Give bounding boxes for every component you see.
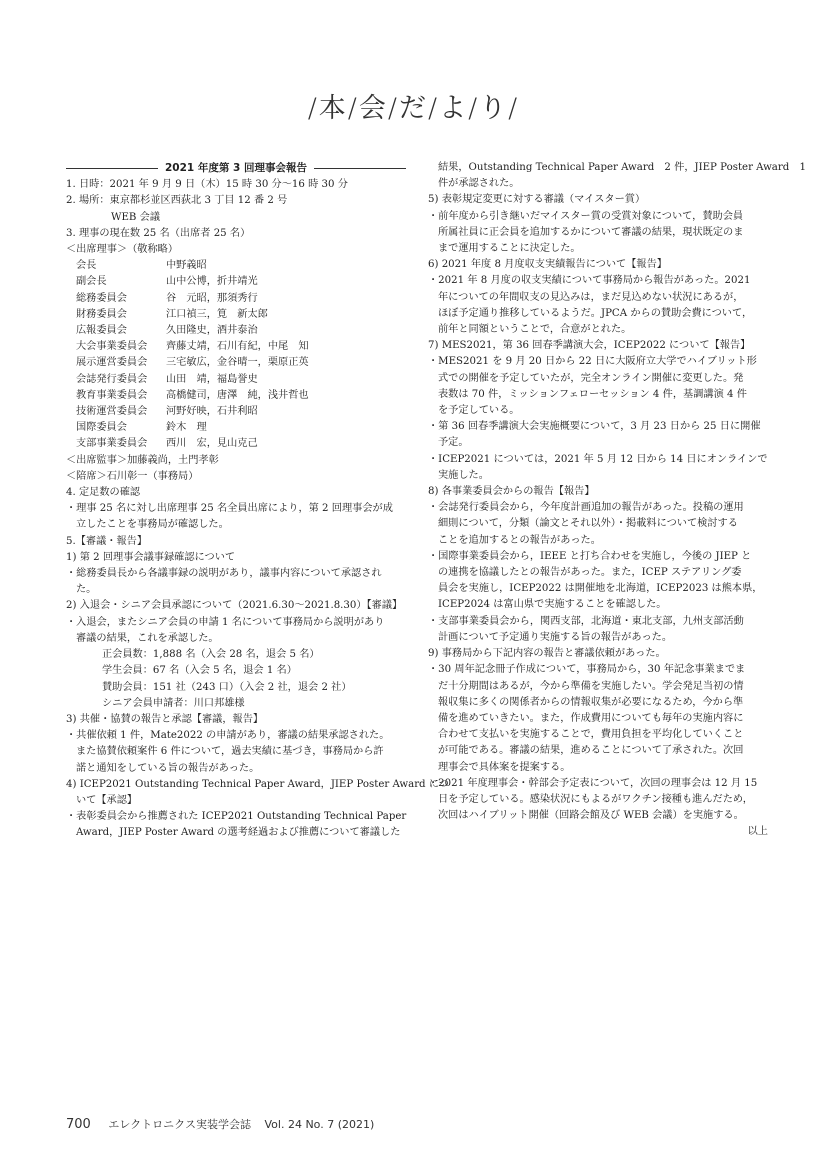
place-line: 2. 場所：東京都杉並区西荻北 3 丁目 12 番 2 号	[66, 195, 288, 207]
item6-text-cont: 前年と同額ということで，合意がとれた。	[438, 324, 632, 336]
date-line: 1. 日時：2021 年 9 月 9 日（木）15 時 30 分〜16 時 30 分	[66, 179, 348, 191]
senior-applicant-line: シニア会員申請者：川口邦雄様	[102, 697, 245, 709]
item9-text-cont: 日を予定している。感染状況にもよるがワクチン接種も進んだため，	[438, 793, 753, 805]
item9-text-cont: 合わせて支払いを実施することで，費用負担を平均化していくこと	[438, 729, 744, 741]
heading-rule-right	[314, 168, 406, 169]
item9-heading: 9) 事務局から下記内容の報告と審議依頼があった。	[428, 648, 666, 660]
officer-row: 広報委員会 久田隆史，酒井泰治	[76, 325, 258, 337]
item8-text: ・会誌発行委員会から，今年度計画追加の報告があった。投稿の運用	[428, 502, 744, 514]
item4-heading-cont: いて【承認】	[76, 794, 138, 806]
item8-text-cont: の連携を協議したとの報告があった。また，ICEP ステアリング委	[438, 567, 742, 579]
closing-mark: 以上	[747, 826, 768, 838]
item9-text-cont: 備を進めていきたい。また，作成費用についても毎年の実施内容に	[438, 712, 744, 724]
item9-text-cont: 次回はハイブリット開催（回路会館及び WEB 会議）を実施する。	[438, 810, 744, 822]
item8-text-cont: ことを追加するとの報告があった。	[438, 534, 601, 546]
masthead-title: /本/会/だ/よ/り/	[307, 93, 520, 124]
item3-text: ・共催依頼 1 件，Mate2022 の申請があり，審議の結果承認された。	[66, 730, 390, 742]
item8-text-cont: 員会を実施し，ICEP2022 は開催地を北海道，ICEP2023 は熊本県，	[438, 583, 763, 595]
item8-heading: 8) 各事業委員会からの報告【報告】	[428, 486, 595, 498]
journal-issue: Vol. 24 No. 7 (2021)	[264, 1118, 375, 1131]
item2-text-cont: 審議の結果，これを承認した。	[76, 632, 219, 644]
item3-heading: 3) 共催・協賛の報告と承認【審議，報告】	[66, 713, 264, 725]
attending-auditors-line: ＜出席監事＞加藤義尚，土門孝彰	[66, 454, 219, 466]
journal-name: エレクトロニクス実装学会誌	[108, 1118, 251, 1131]
officer-row: 大会事業委員会 齊藤丈靖，石川有紀，中尾 知	[76, 341, 309, 353]
officer-row: 技術運営委員会 河野好映，石井利昭	[76, 406, 258, 418]
deliberation-heading: 5.【審議・報告】	[66, 535, 148, 547]
left-column	[66, 160, 449, 842]
directors-count-line: 3. 理事の現在数 25 名（出席者 25 名）	[66, 227, 251, 239]
item7-text-cont: 式での開催を予定していたが，完全オンライン開催に変更した。発	[438, 372, 744, 384]
observer-line: ＜陪席＞石川彰一（事務局）	[66, 470, 199, 482]
item1-text-cont: た。	[76, 584, 97, 596]
item6-heading: 6) 2021 年度 8 月度収支実績報告について【報告】	[428, 259, 667, 271]
item3-text-cont: また協賛依頼案件 6 件について，過去実績に基づき，事務局から許	[76, 746, 384, 758]
item2-heading: 2) 入退会・シニア会員承認について（2021.6.30〜2021.8.30）【審議】	[66, 600, 403, 612]
item6-text-cont: 年についての年間収支の見込みは，まだ見込めない状況にあるが，	[438, 291, 744, 303]
item7-text-cont: 実施した。	[438, 469, 489, 481]
officer-row: 総務委員会 谷 元昭，那須秀行	[76, 292, 258, 304]
item9-text-cont: 理事会で具体案を提案する。	[438, 761, 571, 773]
item7-text-cont: を予定している。	[438, 405, 520, 417]
officer-row: 会誌発行委員会 山田 靖，福島誉史	[76, 373, 258, 385]
quorum-text-cont: 立したことを事務局が確認した。	[76, 519, 229, 531]
item3-text-cont: 諾と通知をしている旨の報告があった。	[76, 762, 260, 774]
officer-list	[66, 258, 406, 452]
item9-text: ・30 周年記念冊子作成について，事務局から，30 年記念事業までま	[428, 664, 746, 676]
page-footer	[66, 1116, 374, 1132]
item1-text: ・総務委員長から各議事録の説明があり，議事内容について承認され	[66, 568, 382, 580]
item8-text: ・支部事業委員会から，関西支部，北海道・東北支部，九州支部活動	[428, 615, 744, 627]
officer-row: 展示運営委員会 三宅敏広，金谷晴一，栗原正英	[76, 357, 309, 369]
item5-text: ・前年度から引き継いだマイスター賞の受賞対象について，賛助会員	[428, 210, 744, 222]
item9-text-cont: が可能である。審議の結果，進めることについて了承された。次回	[438, 745, 744, 757]
officer-row: 教育事業委員会 高橋健司，唐澤 純，浅井哲也	[76, 389, 309, 401]
student-members-line: 学生会員：67 名（入会 5 名，退会 1 名）	[102, 665, 297, 677]
item7-heading: 7) MES2021，第 36 回春季講演大会，ICEP2022 について【報告】	[428, 340, 751, 352]
item9-text-cont: 報収集に多くの関係者からの情報収集が必要になるため，今から準	[438, 696, 744, 708]
officer-row: 副会長 山中公博，折井靖光	[76, 276, 258, 288]
page-number: 700	[66, 1117, 91, 1132]
item4-text-cont: 結果，Outstanding Technical Paper Award 2 件，JIEP Poster Award 1	[438, 162, 806, 173]
item7-text: ・第 36 回春季講演大会実施概要について，3 月 23 日から 25 日に開催	[428, 421, 761, 433]
item6-text: ・2021 年 8 月度の収支実績について事務局から報告があった。2021	[428, 275, 751, 287]
report-title: 2021 年度第 3 回理事会報告	[165, 162, 307, 174]
officer-row: 財務委員会 江口禎三，筧 新太郎	[76, 308, 268, 320]
quorum-heading: 4. 定足数の確認	[66, 487, 141, 499]
item4-heading: 4) ICEP2021 Outstanding Technical Paper Award，JIEP Poster Award につ	[66, 778, 449, 790]
item4-text: ・表彰委員会から推薦された ICEP2021 Outstanding Technical Paper	[66, 811, 407, 823]
officer-row: 支部事業委員会 西川 宏，見山克己	[76, 438, 258, 450]
item9-text: ・2021 年度理事会・幹部会予定表について，次回の理事会は 12 月 15	[428, 777, 758, 789]
quorum-text: ・理事 25 名に対し出席理事 25 名全員出席により，第 2 回理事会が成	[66, 503, 393, 515]
officer-row: 会長 中野義昭	[76, 260, 207, 272]
item4-text-cont: 件が承認された。	[438, 178, 520, 190]
supporting-members-line: 賛助会員：151 社（243 口）（入会 2 社，退会 2 社）	[102, 681, 352, 693]
item8-text-cont: 細則について，分類（論文とそれ以外）・掲載料について検討する	[438, 518, 738, 530]
item8-text-cont: 計画について予定通り実施する旨の報告があった。	[438, 631, 673, 643]
item8-text: ・国際事業委員会から，IEEE と打ち合わせを実施し，今後の JIEP と	[428, 550, 752, 562]
item9-text-cont: だ十分期間はあるが，今から準備を実施したい。学会発足当初の情	[438, 680, 744, 692]
item7-text: ・MES2021 を 9 月 20 日から 22 日に大阪府立大学でハイブリット形	[428, 356, 757, 368]
report-heading	[66, 160, 406, 176]
item6-text-cont: ほぼ予定通り推移しているようだ。JPCA からの賛助会費について，	[438, 307, 753, 319]
right-column	[428, 160, 806, 841]
item4-text-cont: Award，JIEP Poster Award の選考経過および推薦について審議した	[76, 827, 401, 839]
item5-text-cont: まで運用することに決定した。	[438, 243, 581, 255]
attending-directors-label: ＜出席理事＞（敬称略）	[66, 244, 179, 256]
item5-text-cont: 所属社員に正会員を追加するかについて審議の結果，現状既定のま	[438, 226, 744, 238]
item7-text-cont: 予定。	[438, 437, 469, 449]
item7-text: ・ICEP2021 については，2021 年 5 月 12 日から 14 日にオンラインで	[428, 453, 768, 465]
item2-text: ・入退会，またシニア会員の申請 1 名について事務局から説明があり	[66, 616, 385, 628]
item7-text-cont: 表数は 70 件，ミッションフェローセッション 4 件，基調講演 4 件	[438, 388, 747, 400]
officer-row: 国際委員会 鈴木 理	[76, 422, 207, 434]
item5-heading: 5) 表彰規定変更に対する審議（マイスター賞）	[428, 194, 646, 206]
item8-text-cont: ICEP2024 は富山県で実施することを確認した。	[438, 599, 667, 611]
place-web-line: WEB 会議	[111, 211, 161, 223]
heading-rule-left	[66, 168, 158, 169]
item1-heading: 1) 第 2 回理事会議事録確認について	[66, 551, 236, 563]
regular-members-line: 正会員数：1,888 名（入会 28 名，退会 5 名）	[102, 649, 320, 661]
